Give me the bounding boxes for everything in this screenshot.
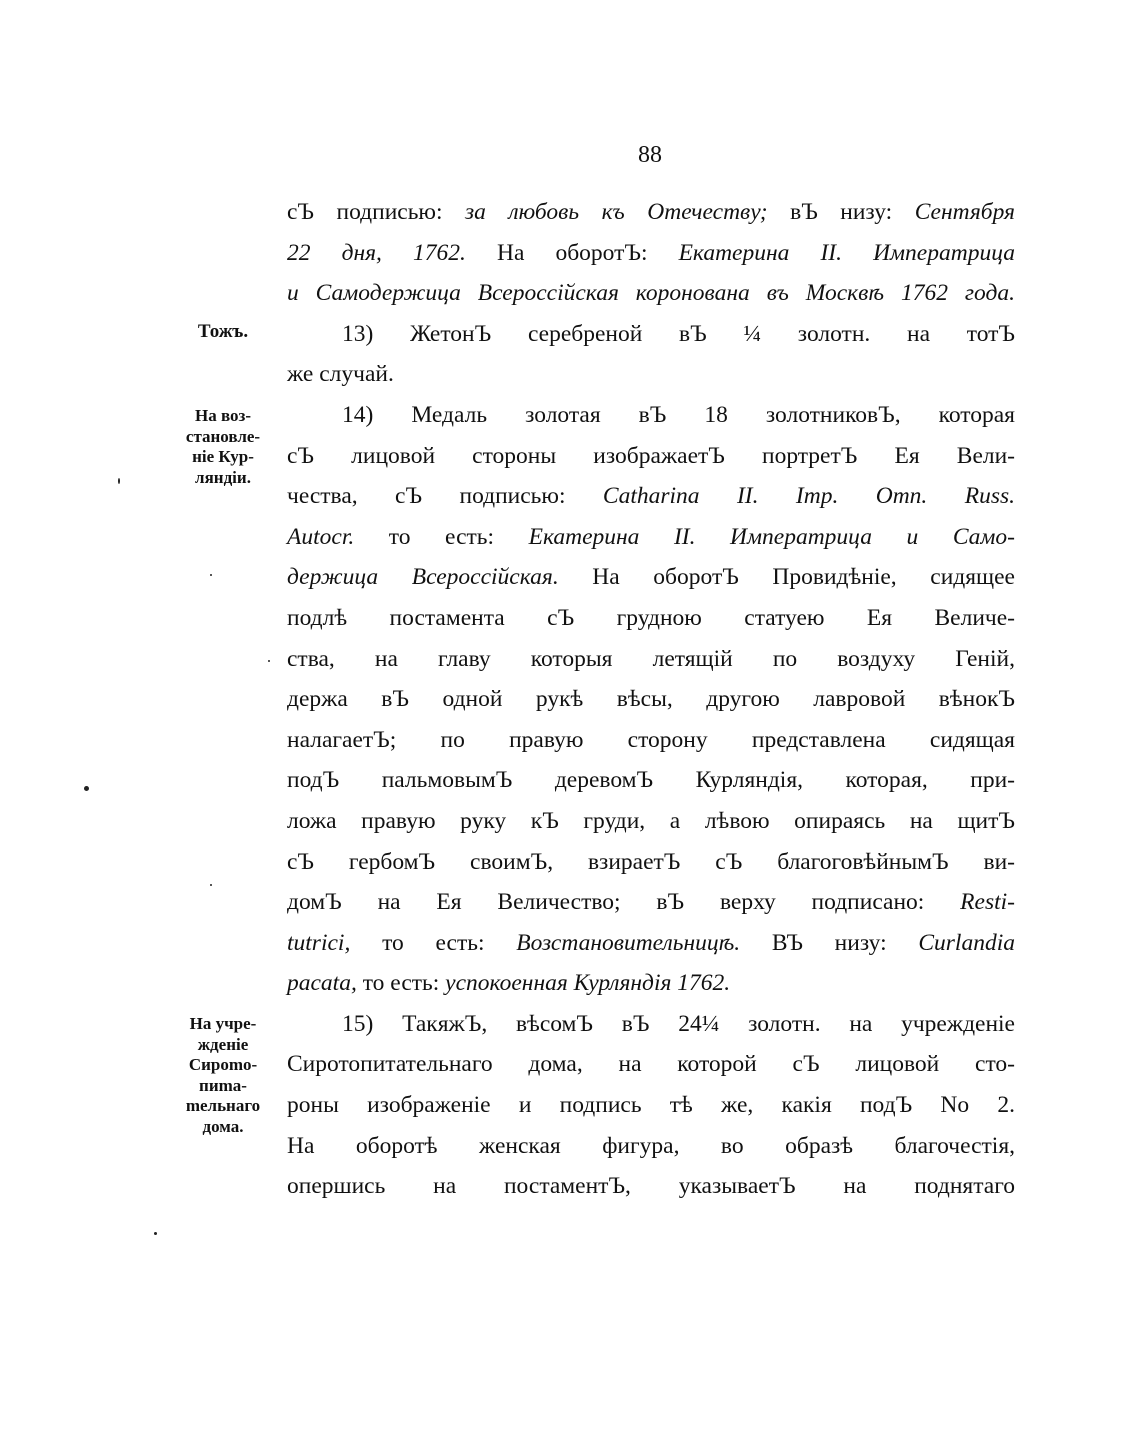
text-line: pacata, то есть: успокоенная Курляндiя 1762. bbox=[287, 970, 731, 997]
margin-note-line: На воз- bbox=[194, 406, 252, 425]
margin-note-restoration bbox=[168, 406, 278, 488]
page-number: 88 bbox=[638, 142, 662, 168]
text-line: чества, сЪ подписью: Catharina II. Imp. Omn. Russ. bbox=[287, 483, 1015, 510]
text-line: опершись на постаментЪ, указываетЪ на поднятаго bbox=[287, 1173, 1015, 1200]
body-text bbox=[287, 192, 1015, 1207]
text-line: налагаетЪ; по правую сторону представлена сидящая bbox=[287, 726, 1015, 753]
margin-note-line: жденiе bbox=[197, 1034, 249, 1054]
text-line: ложа правую руку кЪ груди, а лѣвою опираясь на щитЪ bbox=[287, 807, 1015, 834]
text-line: и Самодержица Всероссiйская коронована въ Москвѣ 1762 года. bbox=[287, 280, 1015, 307]
margin-note-line: mельнаго bbox=[185, 1096, 261, 1115]
margin-note-line: становле- bbox=[185, 426, 261, 446]
text-line: держа вЪ одной рукѣ вѣсы, другою лавровой вѣнокЪ bbox=[287, 686, 1015, 713]
text-line: подлѣ постамента сЪ грудною статуею Ея Величе- bbox=[287, 604, 1015, 631]
scan-speck bbox=[154, 1232, 157, 1235]
scan-speck bbox=[210, 884, 212, 886]
margin-note-line: На учре- bbox=[189, 1014, 257, 1033]
text-line: сЪ лицовой стороны изображаетЪ портретЪ Ея Вели- bbox=[287, 442, 1015, 469]
margin-note-line: дома. bbox=[202, 1116, 244, 1136]
text-line: сЪ гербомЪ своимЪ, взираетЪ сЪ благоговѣйнымЪ ви- bbox=[287, 848, 1015, 875]
margin-note-line: ляндiи. bbox=[195, 467, 251, 487]
text-line: 13) ЖетонЪ серебреной вЪ ¼ золотн. на тотЪ bbox=[342, 320, 1015, 347]
scan-speck bbox=[210, 574, 212, 576]
text-line: 15) ТакяжЪ, вѣсомЪ вЪ 24¼ золотн. на учрежденiе bbox=[342, 1010, 1015, 1037]
text-line: На оборотѣ женская фигура, во образѣ благочестiя, bbox=[287, 1132, 1015, 1159]
text-line: же случай. bbox=[287, 361, 394, 388]
margin-note-tozh bbox=[168, 322, 278, 343]
text-line: Сиротопитательнаго дома, на которой сЪ лицовой сто- bbox=[287, 1051, 1015, 1078]
text-line: Autocr. то есть: Екатерина II. Императрица и Само- bbox=[287, 523, 1015, 550]
margin-note-orphanage bbox=[168, 1014, 278, 1137]
text-line: tutrici, то есть: Возстановительницѣ. ВЪ низу: Curlandia bbox=[287, 929, 1015, 956]
text-line: домЪ на Ея Величество; вЪ верху подписано: Resti- bbox=[287, 889, 1015, 916]
text-line: держица Всероссiйская. На оборотЪ Провидѣнiе, сидящее bbox=[287, 564, 1015, 591]
text-line: подЪ пальмовымЪ деревомЪ Курляндiя, которая, при- bbox=[287, 767, 1015, 794]
margin-note-line: пиmа- bbox=[199, 1075, 247, 1095]
scan-speck bbox=[84, 786, 89, 791]
scan-speck bbox=[268, 660, 270, 662]
margin-note-line: Тожъ. bbox=[197, 321, 249, 342]
margin-note-line: нie Кур- bbox=[192, 447, 254, 466]
text-line: 22 дня, 1762. На оборотЪ: Екатерина II. Императрица bbox=[287, 239, 1015, 266]
text-line: сЪ подписью: за любовь къ Отечеству; вЪ низу: Сентября bbox=[287, 199, 1015, 225]
scan-speck bbox=[118, 478, 120, 484]
margin-note-line: Сироmо- bbox=[188, 1055, 258, 1074]
text-line: ства, на главу которыя летящiй по воздуху Генiй, bbox=[287, 645, 1015, 672]
text-line: 14) Медаль золотая вЪ 18 золотниковЪ, которая bbox=[342, 401, 1015, 428]
text-line: роны изображенiе и подпись тѣ же, какiя подЪ No 2. bbox=[287, 1092, 1015, 1119]
